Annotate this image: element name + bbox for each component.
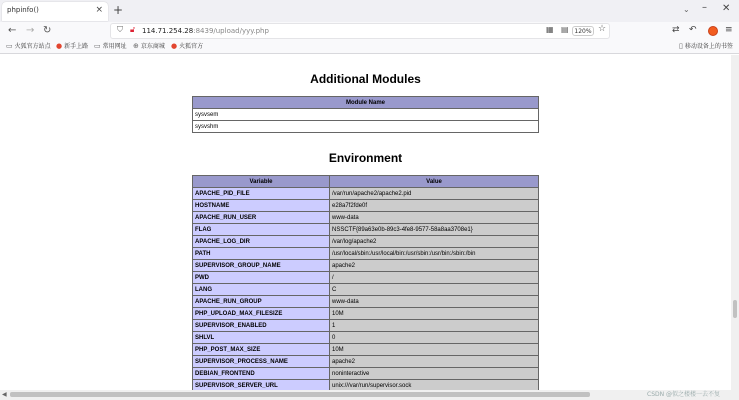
env-value: / — [330, 272, 539, 284]
table-row — [193, 109, 539, 121]
env-variable: LANG — [193, 284, 330, 296]
extension-icon[interactable]: ⇄ — [672, 25, 680, 35]
env-variable: SUPERVISOR_ENABLED — [193, 320, 330, 332]
table-row — [193, 296, 539, 308]
forward-button[interactable]: → — [26, 25, 35, 36]
env-variable: SHLVL — [193, 332, 330, 344]
reader-view-icon[interactable]: ▤ — [561, 25, 569, 34]
env-variable: SUPERVISOR_PROCESS_NAME — [193, 356, 330, 368]
bookmark-item[interactable] — [94, 42, 127, 51]
env-value: 1 — [330, 320, 539, 332]
table-row — [193, 248, 539, 260]
mobile-bookmarks[interactable] — [679, 42, 733, 51]
bookmark-label: 火狐官方 — [179, 43, 204, 50]
table-row — [193, 188, 539, 200]
bookmark-label: 移动设备上的书签 — [684, 43, 733, 50]
env-variable: APACHE_RUN_USER — [193, 212, 330, 224]
env-value: /var/run/apache2/apache2.pid — [330, 188, 539, 200]
env-variable: APACHE_RUN_GROUP — [193, 296, 330, 308]
env-value: unix:///var/run/supervisor.sock — [330, 380, 539, 391]
bookmark-label: 新手上路 — [64, 43, 89, 50]
bookmark-label: 常用网址 — [102, 43, 127, 50]
env-value: apache2 — [330, 260, 539, 272]
table-header-row — [193, 176, 539, 188]
env-variable: SUPERVISOR_SERVER_URL — [193, 380, 330, 391]
horizontal-scrollbar[interactable] — [0, 390, 739, 400]
table-row — [193, 284, 539, 296]
menu-icon[interactable]: ≡ — [725, 25, 733, 35]
env-value: apache2 — [330, 356, 539, 368]
table-row — [193, 344, 539, 356]
tab-title: phpinfo() — [7, 6, 39, 14]
module-name: sysvshm — [193, 121, 539, 133]
undo-icon[interactable]: ↶ — [689, 25, 697, 35]
list-all-tabs-icon[interactable]: ⌄ — [683, 5, 690, 14]
url-text[interactable] — [142, 27, 269, 35]
env-value: C — [330, 284, 539, 296]
env-variable: PHP_POST_MAX_SIZE — [193, 344, 330, 356]
table-row — [193, 260, 539, 272]
url-path: :8439/upload/yyy.php — [193, 27, 269, 35]
env-variable: FLAG — [193, 224, 330, 236]
column-header: Module Name — [193, 97, 539, 109]
module-name: sysvsem — [193, 109, 539, 121]
env-variable: PATH — [193, 248, 330, 260]
folder-icon: ▭ — [6, 42, 13, 50]
table-row — [193, 356, 539, 368]
env-variable: APACHE_LOG_DIR — [193, 236, 330, 248]
env-variable: HOSTNAME — [193, 200, 330, 212]
globe-icon: ⊕ — [133, 42, 139, 50]
env-value: 10M — [330, 308, 539, 320]
url-bar[interactable] — [110, 23, 610, 39]
firefox-account-icon[interactable] — [708, 26, 718, 36]
bookmark-label: 京东商城 — [140, 43, 165, 50]
watermark: CSDN @似之楼楼一去不复 — [647, 391, 721, 398]
env-variable: PHP_UPLOAD_MAX_FILESIZE — [193, 308, 330, 320]
env-value: www-data — [330, 296, 539, 308]
env-value: /var/log/apache2 — [330, 236, 539, 248]
table-header-row — [193, 97, 539, 109]
env-variable: DEBIAN_FRONTEND — [193, 368, 330, 380]
column-header: Value — [330, 176, 539, 188]
bookmark-item[interactable] — [133, 42, 165, 51]
url-host: 114.71.254.28 — [142, 27, 194, 35]
minimize-icon[interactable]: – — [702, 2, 707, 13]
folder-icon: ▭ — [94, 42, 101, 50]
env-variable: PWD — [193, 272, 330, 284]
modules-table — [192, 96, 539, 133]
env-value: 10M — [330, 344, 539, 356]
table-row — [193, 236, 539, 248]
reload-button[interactable]: ↻ — [43, 25, 52, 36]
env-variable: APACHE_PID_FILE — [193, 188, 330, 200]
table-row — [193, 332, 539, 344]
back-button[interactable]: ← — [8, 25, 17, 36]
env-value: /usr/local/sbin:/usr/local/bin:/usr/sbin:/usr/bin:/sbin:/bin — [330, 248, 539, 260]
modules-heading: Additional Modules — [310, 72, 421, 86]
horizontal-scroll-thumb[interactable] — [10, 392, 590, 397]
env-variable: SUPERVISOR_GROUP_NAME — [193, 260, 330, 272]
qr-code-icon[interactable]: ▦ — [546, 25, 554, 34]
bookmark-item[interactable] — [56, 42, 88, 51]
page-content — [0, 55, 731, 390]
table-row — [193, 200, 539, 212]
table-row — [193, 380, 539, 391]
env-value: 0 — [330, 332, 539, 344]
bookmark-item[interactable] — [171, 42, 203, 51]
env-value: e28a7f2fde0f — [330, 200, 539, 212]
scroll-left-icon[interactable]: ◀ — [2, 391, 7, 398]
env-value: NSSCTF{89a63e0b-89c3-4fe8-9577-58a8aa3708e1} — [330, 224, 539, 236]
bookmark-star-icon[interactable]: ☆ — [598, 24, 607, 34]
nav-toolbar — [0, 22, 739, 40]
table-row — [193, 121, 539, 133]
bookmarks-bar — [0, 40, 739, 54]
close-tab-icon[interactable]: × — [95, 5, 103, 15]
environment-heading: Environment — [328, 151, 403, 165]
vertical-scrollbar[interactable] — [731, 55, 739, 390]
zoom-level-badge[interactable]: 120% — [572, 26, 594, 36]
tab-strip — [0, 0, 739, 22]
window-close-icon[interactable]: ✕ — [722, 3, 731, 14]
folder-icon: ▯ — [679, 42, 683, 50]
new-tab-button[interactable]: + — [113, 3, 124, 17]
table-row — [193, 212, 539, 224]
env-value: www-data — [330, 212, 539, 224]
table-row — [193, 308, 539, 320]
tab-phpinfo[interactable] — [2, 2, 108, 21]
column-header: Variable — [193, 176, 330, 188]
table-row — [193, 368, 539, 380]
env-value: noninteractive — [330, 368, 539, 380]
table-row — [193, 320, 539, 332]
table-row — [193, 272, 539, 284]
insecure-lock-icon[interactable]: 🔓︎ — [130, 25, 136, 34]
firefox-icon: ● — [56, 42, 63, 50]
table-row — [193, 224, 539, 236]
bookmark-label: 火狐官方站点 — [14, 43, 51, 50]
bookmark-item[interactable] — [6, 42, 51, 51]
environment-table — [192, 175, 539, 390]
firefox-icon: ● — [171, 42, 178, 50]
shield-icon[interactable]: ⛉ — [117, 25, 123, 34]
vertical-scroll-thumb[interactable] — [733, 300, 737, 318]
